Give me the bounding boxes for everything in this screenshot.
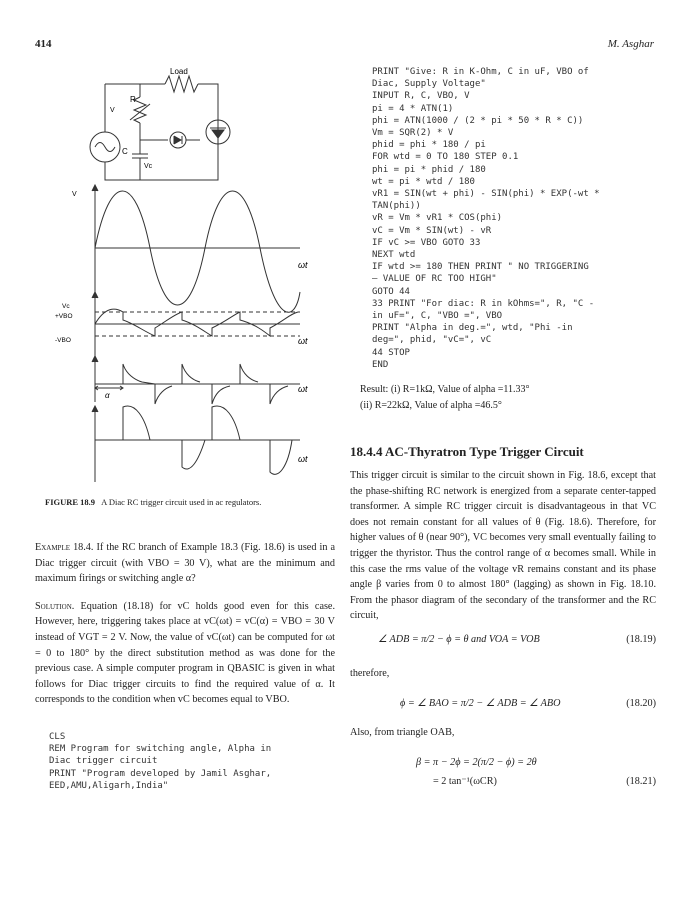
label-vc-axis: Vc bbox=[62, 303, 70, 310]
solution-paragraph bbox=[35, 599, 335, 708]
diac-trigger-figure bbox=[55, 62, 325, 492]
left-column bbox=[35, 540, 335, 720]
example-text: If the RC branch of Example 18.3 (Fig. 18.6) is used in a Diac trigger circuit (with VBO = 30 V), what are the minimum and maximum firings or switching angle α? bbox=[35, 542, 335, 585]
example-paragraph bbox=[35, 540, 335, 587]
result-line-2: (ii) R=22kΩ, Value of alpha =46.5° bbox=[360, 400, 502, 411]
therefore-text: therefore, bbox=[350, 668, 390, 679]
caption-text: A Diac RC trigger circuit used in ac regulators. bbox=[101, 497, 262, 507]
solution-text: Equation (18.18) for vC holds good even for this case. However, here, triggering takes place at vC(ωt) = vC(α) = VBO = 30 V instead of VGT = 2 V. Now, the value of vC(ωt) can be computed for ωt = 0 to 180° by the direct substitution method as was done for the previous case. A simple computer program in QBASIC is given in what follows for Diac trigger circuits to find the required value of α. It corresponds to the condition when vC becomes equal to VBO. bbox=[35, 600, 336, 706]
equation-number-18-20: (18.20) bbox=[626, 698, 656, 709]
equation-18-20: ϕ = ∠ BAO = π/2 − ∠ ADB = ∠ ABO bbox=[400, 698, 561, 709]
result-block bbox=[360, 382, 530, 414]
equation-18-21-line1: β = π − 2ϕ = 2(π/2 − ϕ) = 2θ bbox=[416, 757, 537, 768]
code-listing-right: PRINT "Give: R in K-Ohm, C in uF, VBO of Diac, Supply Voltage" INPUT R, C, VBO, V pi = 4 * ATN(1) phi = ATN(1000 / (2 * pi * 50 * R * C)) Vm = SQR(2) * V phid = phi * 180 / pi FOR wtd = 0 TO 180 STEP 0.1 phi = pi * phid / 180 wt = pi * wtd / 180 vR1 = SIN(wt + phi) - SIN(phi) * EXP(-wt * TAN(phi)) vR = Vm * vR1 * COS(phi) vC = Vm * SIN(wt) - vR IF vC >= VBO GOTO 33 NEXT wtd IF wtd >= 180 THEN PRINT " NO TRIGGERING — VALUE OF RC TOO HIGH" GOTO 44 33 PRINT "For diac: R in kOhms=", R, "C - in uF=", C, "VBO =", VBO PRINT "Alpha in deg.=", wtd, "Phi -in deg=", phid, "vC=", vC 44 STOP END bbox=[372, 67, 600, 370]
label-v: V bbox=[110, 107, 115, 114]
label-wt-3: ωt bbox=[298, 384, 308, 394]
label-minus-vbo: -VBO bbox=[55, 337, 71, 344]
label-wt-2: ωt bbox=[298, 336, 308, 346]
label-load: Load bbox=[170, 67, 188, 76]
solution-label: Solution. bbox=[35, 600, 75, 612]
page-number: 414 bbox=[35, 38, 52, 50]
also-text: Also, from triangle OAB, bbox=[350, 727, 455, 738]
label-alpha: α bbox=[105, 391, 110, 400]
section-heading: 18.4.4 AC-Thyratron Type Trigger Circuit bbox=[350, 444, 584, 459]
running-author: M. Asghar bbox=[607, 38, 654, 50]
section-body: This trigger circuit is similar to the circuit shown in Fig. 18.6, except that the phase-shifting RC network is energized from a separate center-tapped transformer. A simple RC trigger circuit is disadvantageous in that VC does not remain constant for all values of θ (Fig. 18.6). Therefore, for higher values of θ (near 90°), VC becomes very small eventually failing to trigger the thyristor. Thus the control range of α becomes small. While in this case the rms value of the voltage vR remains constant and its phase angle β varies from 0 to almost 180° (lagging) as shown in Fig. 18.10. From the phasor diagram of the secondary of the transformer and the RC circuit, bbox=[350, 470, 656, 622]
equation-number-18-19: (18.19) bbox=[626, 634, 656, 645]
label-wt-4: ωt bbox=[298, 454, 308, 464]
equation-18-19: ∠ ADB = π/2 − ϕ = θ and VOA = VOB bbox=[378, 634, 540, 645]
equation-number-18-21: (18.21) bbox=[626, 776, 656, 787]
caption-label: FIGURE 18.9 bbox=[45, 497, 96, 507]
label-wt-1: ωt bbox=[298, 260, 308, 270]
label-c: C bbox=[122, 147, 128, 156]
label-plus-vbo: +VBO bbox=[55, 313, 73, 320]
example-label: Example 18.4. bbox=[35, 542, 94, 553]
figure-caption bbox=[45, 497, 335, 507]
code-listing-left: CLS REM Program for switching angle, Alpha in Diac trigger circuit PRINT "Program developed by Jamil Asghar, EED,AMU,Aligarh,India" bbox=[49, 732, 272, 791]
result-line-1: Result: (i) R=1kΩ, Value of alpha =11.33° bbox=[360, 384, 530, 395]
label-vc: Vc bbox=[144, 163, 153, 170]
label-r: R bbox=[130, 95, 136, 104]
equation-18-21-line2: = 2 tan⁻¹(ωCR) bbox=[433, 776, 497, 787]
label-v-axis: V bbox=[72, 191, 77, 198]
